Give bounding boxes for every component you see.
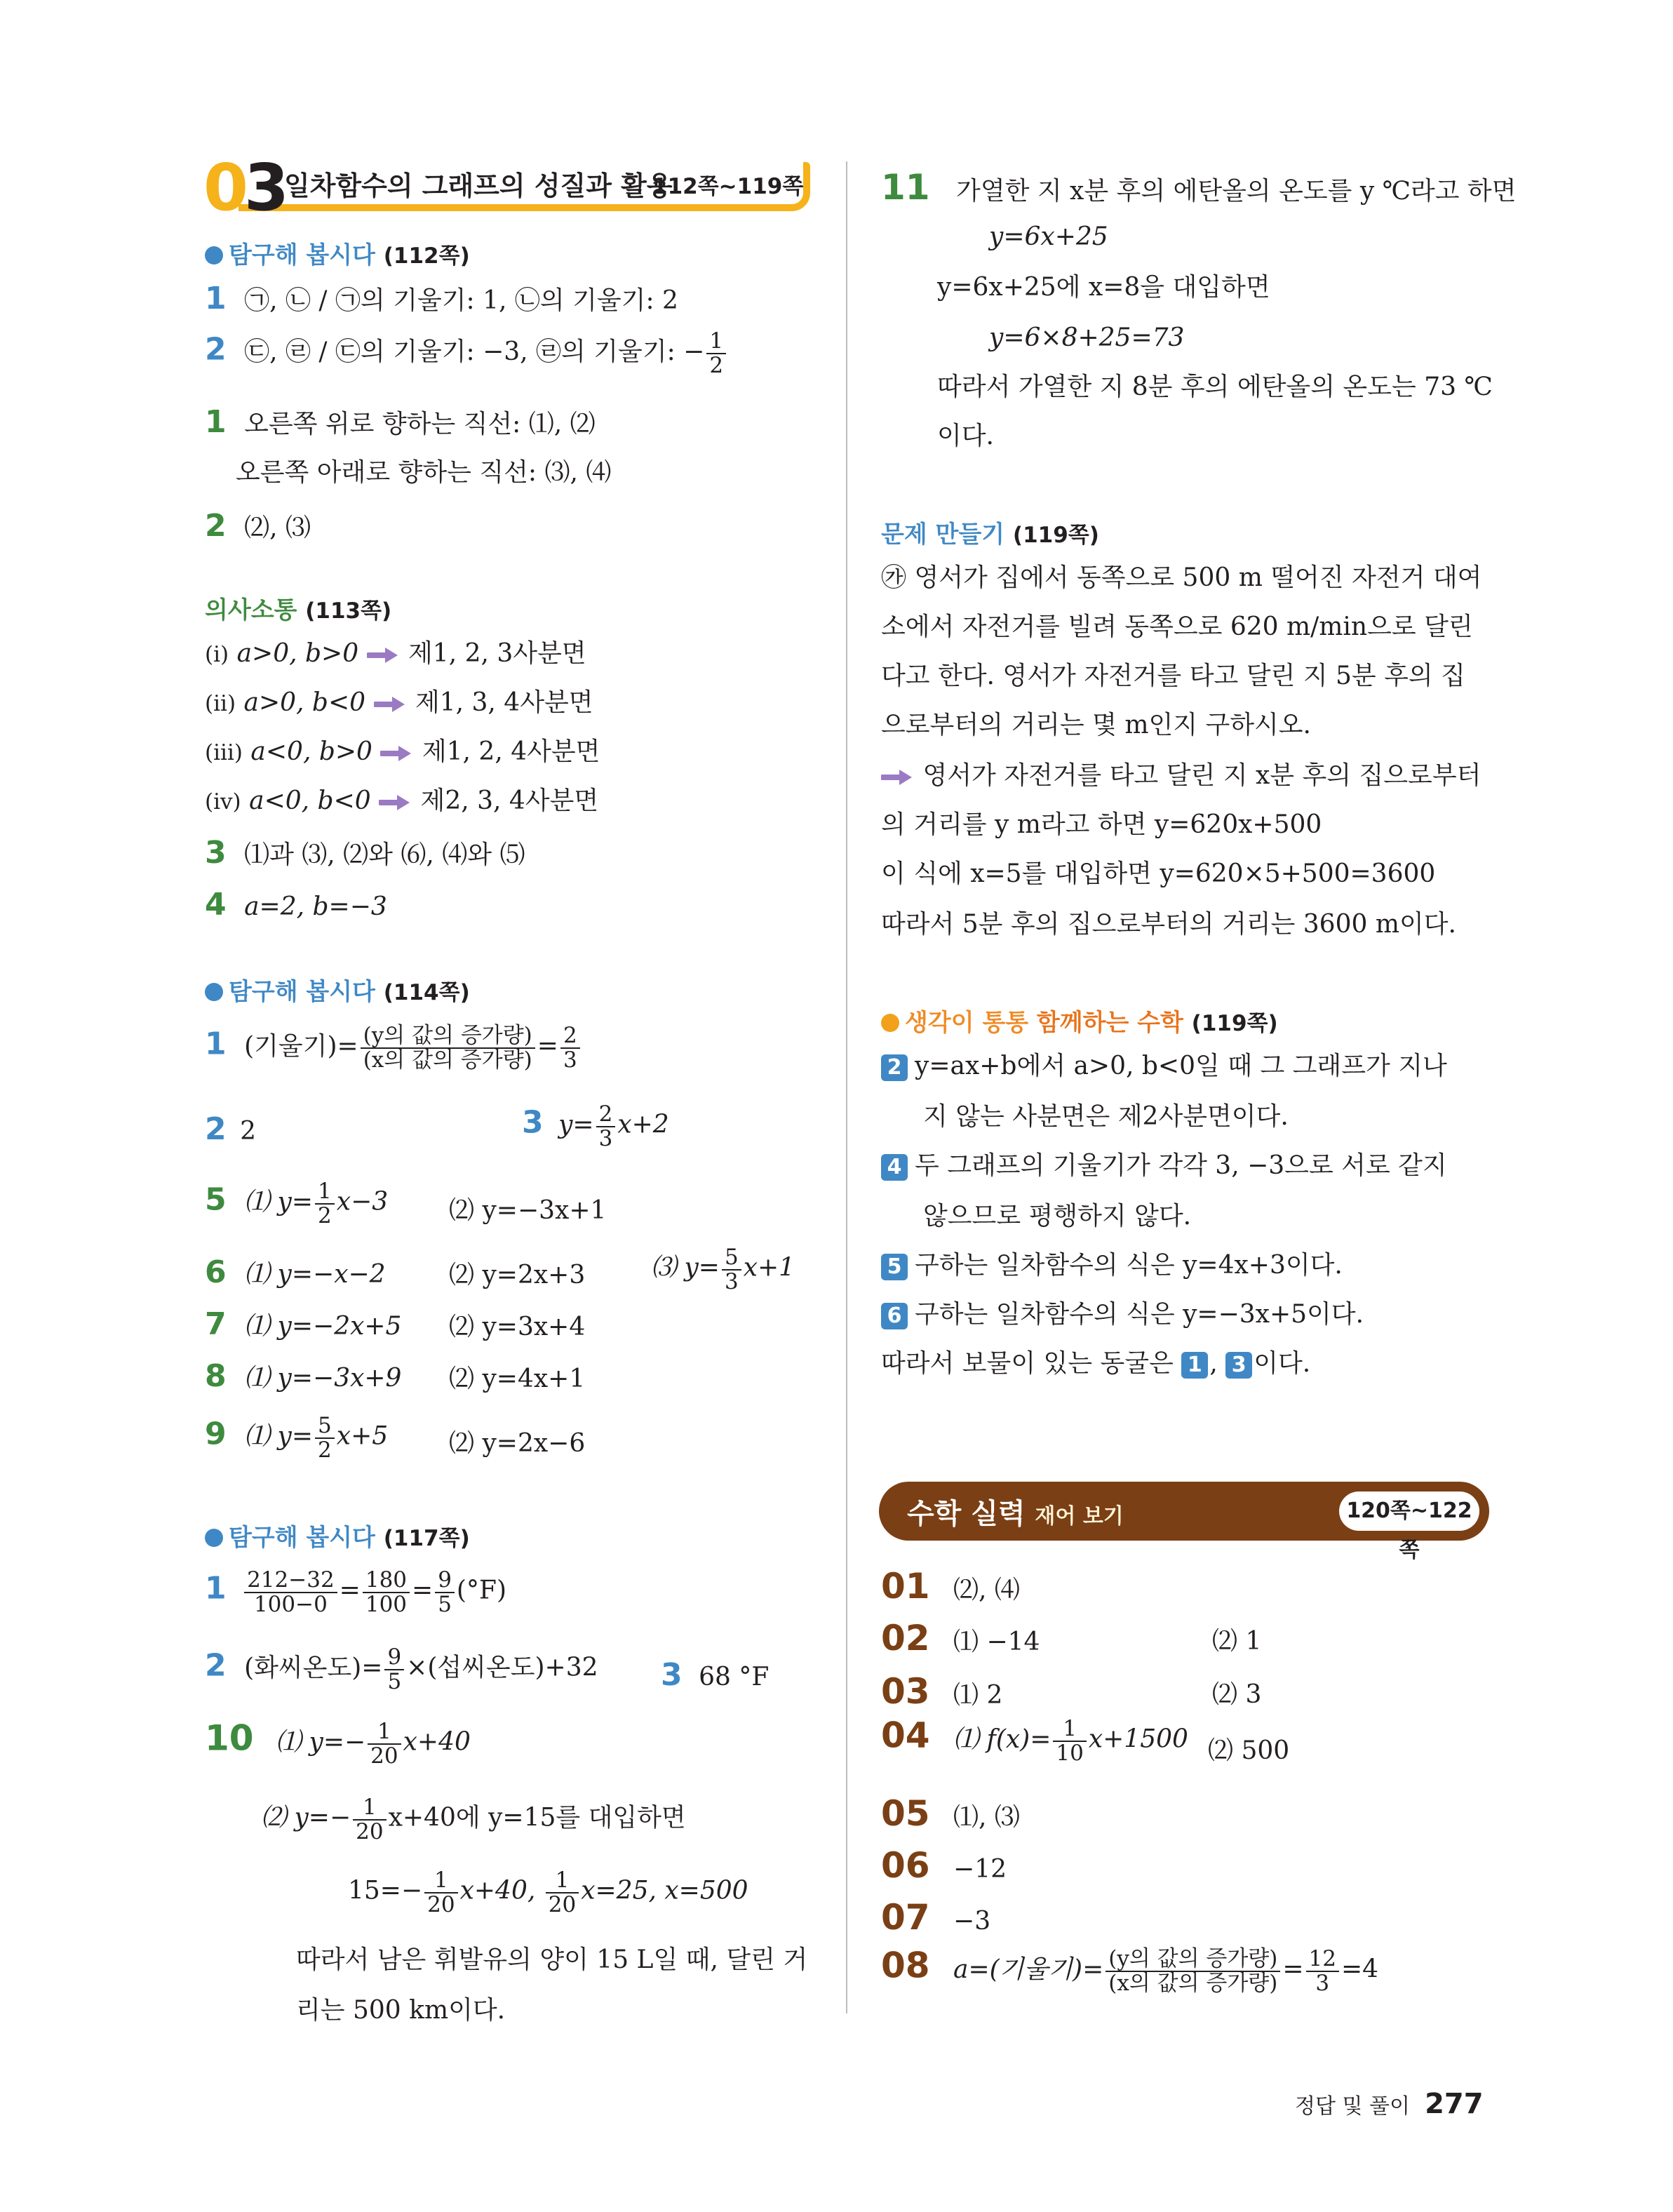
column-divider [846, 161, 847, 2013]
problem-11-l4: y=6×8+25=73 [989, 323, 1185, 352]
problem-11-l5: 따라서 가열한 지 8분 후의 에탄올의 온도는 73 ℃ [937, 373, 1493, 401]
problem-10: 10 ⑴ y=− $\frac{1}{20}$ x+40 [205, 1717, 471, 1769]
case-row: (ⅳ) a<0, b<0 제2, 3, 4사분면 [205, 786, 599, 815]
explore114-item-3: 3 y= $\frac{2}{3}$ x+2 [522, 1101, 669, 1151]
problem-6-b: ⑵ y=2x+3 [449, 1261, 586, 1289]
explore114-item-2: 2 2 [205, 1111, 256, 1147]
problem-5-b: ⑵ y=−3x+1 [449, 1196, 607, 1225]
problem-7: 7 ⑴ y=−2x+5 [205, 1306, 402, 1342]
problem-8: 8 ⑴ y=−3x+9 [205, 1358, 402, 1394]
arrow-right-icon [881, 768, 915, 787]
problem-10-d1: 따라서 남은 휘발유의 양이 15 L일 때, 달린 거 [296, 1945, 808, 1974]
make-line: 다고 한다. 영서가 자전거를 타고 달린 지 5분 후의 집 [881, 662, 1465, 690]
think-item-cont: 않으므로 평행하지 않다. [923, 1202, 1192, 1231]
page-footer: 정답 및 풀이 277 [1295, 2088, 1484, 2120]
make-line: 소에서 자전거를 빌려 동쪽으로 620 m/min으로 달린 [881, 612, 1473, 641]
make-line: 의 거리를 y m라고 하면 y=620x+500 [881, 810, 1322, 839]
answer-row: 07 −3 [881, 1897, 991, 1938]
answer-row: 03 ⑴ 2 [881, 1671, 1003, 1712]
section-title: 일차함수의 그래프의 성질과 활용 [284, 170, 673, 201]
case-row: (ⅲ) a<0, b>0 제1, 2, 4사분면 [205, 737, 600, 766]
section-pages: 112쪽~119쪽 [652, 174, 804, 199]
problem-1: 1 오른쪽 위로 향하는 직선: ⑴, ⑵ [205, 404, 596, 440]
answer-row-04: 04 ⑴ f(x)= $\frac{1}{10}$ x+1500 [881, 1715, 1188, 1766]
think-item: 2 y=ax+b에서 a>0, b<0일 때 그 그래프가 지나 [881, 1054, 1447, 1081]
bullet-dot-icon [205, 1529, 223, 1547]
problem-11-l6: 이다. [937, 422, 994, 450]
banner-pages: 120쪽~122쪽 [1339, 1492, 1479, 1531]
problem-8-b: ⑵ y=4x+1 [449, 1365, 586, 1393]
communication-heading: 의사소통 (113쪽) [205, 596, 392, 624]
explore112-item-1: 1 ㉠, ㉡ / ㉠의 기울기: 1, ㉡의 기울기: 2 [205, 281, 678, 316]
case-row: (ⅰ) a>0, b>0 제1, 2, 3사분면 [205, 639, 586, 668]
answer-row: 05 ⑴, ⑶ [881, 1793, 1020, 1834]
problem-4: 4 a=2, b=−3 [205, 887, 387, 923]
explore-heading-114: 탐구해 봅시다 (114쪽) [205, 972, 470, 1007]
arrow-right-icon [380, 744, 414, 763]
problem-10-b: ⑵ y=− $\frac{1}{20}$ x+40에 y=15를 대입하면 [261, 1795, 686, 1844]
problem-11-l3: y=6x+25에 x=8을 대입하면 [937, 273, 1270, 302]
problem-10-d2: 리는 500 km이다. [296, 1996, 506, 2025]
think-item: 6 구하는 일차함수의 식은 y=−3x+5이다. [881, 1302, 1364, 1329]
answer-row-04-b: ⑵ 500 [1208, 1736, 1290, 1765]
problem-9: 9 ⑴ y= $\frac{5}{2}$ x+5 [205, 1413, 389, 1463]
problem-3: 3 ⑴과 ⑶, ⑵와 ⑹, ⑷와 ⑸ [205, 835, 525, 871]
problem-5: 5 ⑴ y= $\frac{1}{2}$ x−3 [205, 1179, 389, 1228]
bullet-dot-icon [881, 1014, 899, 1032]
make-line: ㉮ 영서가 집에서 동쪽으로 500 m 떨어진 자전거 대여 [881, 563, 1482, 592]
answer-row: 01 ⑵, ⑷ [881, 1566, 1020, 1607]
section-number: 03 [203, 150, 285, 225]
problem-11-l2: y=6x+25 [989, 222, 1108, 251]
explore-heading-117: 탐구해 봅시다 (117쪽) [205, 1518, 470, 1553]
problem-6: 6 ⑴ y=−x−2 [205, 1254, 386, 1290]
banner-title: 수학 실력 재어 보기 [907, 1498, 1124, 1530]
bullet-dot-icon [205, 983, 223, 1001]
problem-6-c: ⑶ y= $\frac{5}{3}$ x+1 [651, 1245, 795, 1294]
problem-2: 2 ⑵, ⑶ [205, 508, 311, 544]
explore117-item-3: 3 68 °F [661, 1657, 770, 1693]
explore117-item-1: 1 $\frac{212-32}{100-0}$ = $\frac{180}{100}$ = $\frac{9}{5}$ (°F) [205, 1567, 506, 1617]
make-line: 따라서 5분 후의 집으로부터의 거리는 3600 m이다. [881, 910, 1456, 939]
arrow-right-icon [374, 695, 408, 714]
make-problem-heading: 문제 만들기 (119쪽) [881, 521, 1099, 549]
problem-11: 11 가열한 지 x분 후의 에탄올의 온도를 y ℃라고 하면 [881, 167, 1517, 208]
think-heading: 생각이 통통 함께하는 수학 (119쪽) [881, 1003, 1278, 1038]
make-answer-line: 영서가 자전거를 타고 달린 지 x분 후의 집으로부터 [881, 763, 1481, 789]
answer-row-b: ⑵ 1 [1212, 1627, 1262, 1656]
make-line: 이 식에 x=5를 대입하면 y=620×5+500=3600 [881, 859, 1436, 888]
think-final: 따라서 보물이 있는 동굴은 1 , 3 이다. [881, 1349, 1311, 1378]
explore-heading-112: 탐구해 봅시다 (112쪽) [205, 236, 470, 270]
answer-row: 06 −12 [881, 1845, 1007, 1886]
explore114-item-1: 1 (기울기)= $\frac{\text{(y의 값의 증가량)}}{\text{(x의 값의 증가량)}}$ = $\frac{2}{3}$ [205, 1024, 582, 1071]
answer-row-08: 08 a=(기울기)= $\frac{\text{(y의 값의 증가량)}}{\text{(x의 값의 증가량)}}$ = $\frac{12}{3}$ =4 [881, 1945, 1379, 1996]
problem-9-b: ⑵ y=2x−6 [449, 1429, 586, 1458]
arrow-right-icon [367, 645, 401, 665]
explore112-item-2: 2 ㉢, ㉣ / ㉢의 기울기: −3, ㉣의 기울기: − $\frac{1}{2}$ [205, 330, 728, 377]
problem-10-c: 15=− $\frac{1}{20}$ x+40, $\frac{1}{20}$ x=25, x=500 [348, 1868, 748, 1917]
make-line: 으로부터의 거리는 몇 m인지 구하시오. [881, 711, 1311, 739]
explore117-item-2: 2 (화씨온도)= $\frac{9}{5}$ ×(섭씨온도)+32 [205, 1644, 598, 1694]
bullet-dot-icon [205, 246, 223, 264]
answer-row-b: ⑵ 3 [1212, 1680, 1262, 1709]
answer-row: 02 ⑴ −14 [881, 1618, 1040, 1658]
think-item: 4 두 그래프의 기울기가 각각 3, −3으로 서로 같지 [881, 1153, 1447, 1181]
problem-7-b: ⑵ y=3x+4 [449, 1313, 586, 1341]
case-row: (ⅱ) a>0, b<0 제1, 3, 4사분면 [205, 688, 593, 717]
arrow-right-icon [379, 793, 412, 812]
think-item-cont: 지 않는 사분면은 제2사분면이다. [923, 1102, 1289, 1131]
think-item: 5 구하는 일차함수의 식은 y=4x+3이다. [881, 1253, 1343, 1280]
problem-1-line2: 오른쪽 아래로 향하는 직선: ⑶, ⑷ [236, 458, 612, 487]
skill-check-banner [879, 1482, 1489, 1562]
